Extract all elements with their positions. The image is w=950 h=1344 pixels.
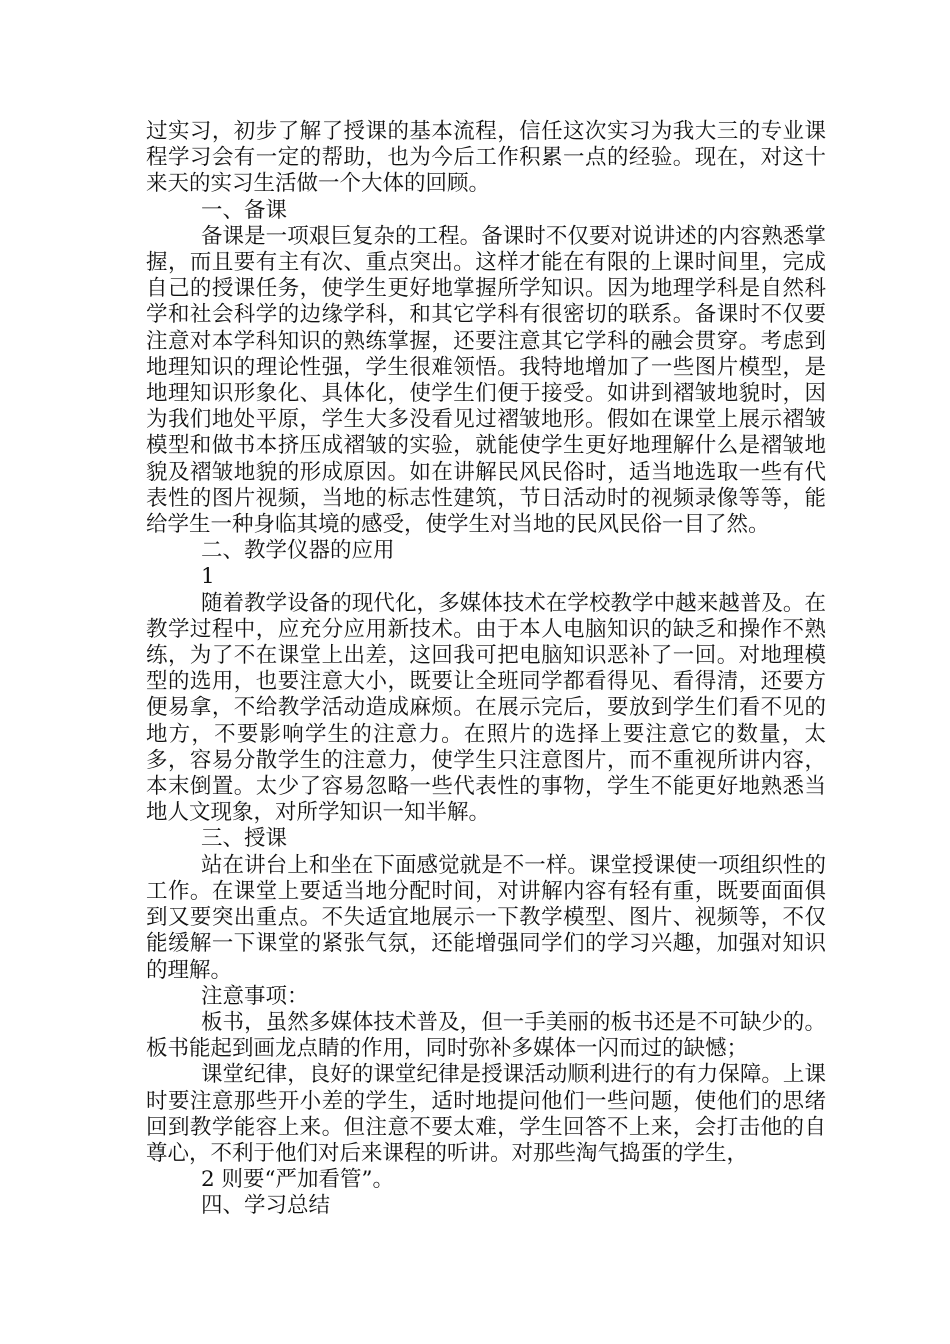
- section-heading-summary: 四、学习总结: [201, 1193, 331, 1219]
- notes-heading: 注意事项：: [201, 983, 309, 1009]
- teaching-paragraph: 站在讲台上和坐在下面感觉就是不一样。课堂授课使一项组织性的工作。在课堂上要适当地分配时间，对讲解内容有轻有重，既要面面俱到又要突出重点。不失适宜地展示一下教学模型、图片、视频等，不仅能缓解一下课堂的紧张气氛，还能增强同学们的学习兴趣，加强对知识的理解。: [146, 852, 826, 983]
- instruments-paragraph: 随着教学设备的现代化，多媒体技术在学校教学中越来越普及。在教学过程中，应充分应用新技术。由于本人电脑知识的缺乏和操作不熟练，为了不在课堂上出差，这回我可把电脑知识恶补了一回。对地理模型的选用，也要注意大小，既要让全班同学都看得见、看得清，还要方便易拿，不给教学活动造成麻烦。在展示完后，要放到学生们看不见的地方，不要影响学生的注意力。在照片的选择上要注意它的数量，太多，容易分散学生的注意力，使学生只注意图片，而不重视所讲内容，本末倒置。太少了容易忽略一些代表性的事物，学生不能更好地熟悉当地人文现象，对所学知识一知半解。: [146, 590, 826, 826]
- notes-blackboard-paragraph: 板书，虽然多媒体技术普及，但一手美丽的板书还是不可缺少的。板书能起到画龙点睛的作用，同时弥补多媒体一闪而过的缺憾；: [146, 1009, 826, 1062]
- preparation-paragraph: 备课是一项艰巨复杂的工程。备课时不仅要对说讲述的内容熟悉掌握，而且要有主有次、重点突出。这样才能在有限的上课时间里，完成自己的授课任务，使学生更好地掌握所学知识。因为地理学科是自然科学和社会科学的边缘学科，和其它学科有很密切的联系。备课时不仅要注意对本学科知识的熟练掌握，还要注意其它学科的融会贯穿。考虑到地理知识的理论性强，学生很难领悟。我特地增加了一些图片模型，是地理知识形象化、具体化，使学生们便于接受。如讲到褶皱地貌时，因为我们地处平原，学生大多没看见过褶皱地形。假如在课堂上展示褶皱模型和做书本挤压成褶皱的实验，就能使学生更好地理解什么是褶皱地貌及褶皱地貌的形成原因。如在讲解民风民俗时，适当地选取一些有代表性的图片视频，当地的标志性建筑，节日活动时的视频录像等等，能给学生一种身临其境的感受，使学生对当地的民风民俗一目了然。: [146, 223, 826, 538]
- section-heading-teaching: 三、授课: [201, 826, 288, 852]
- intro-paragraph: 过实习，初步了解了授课的基本流程，信任这次实习为我大三的专业课程学习会有一定的帮助，也为今后工作积累一点的经验。现在，对这十来天的实习生活做一个大体的回顾。: [146, 119, 826, 197]
- page-number: 1: [201, 564, 215, 590]
- document-body: [146, 119, 826, 1220]
- notes-discipline-paragraph: 课堂纪律，良好的课堂纪律是授课活动顺利进行的有力保障。上课时要注意那些开小差的学生，适时地提问他们一些问题，使他们的思绪回到教学能容上来。但注意不要太难，学生回答不上来，会打击他的自尊心，不利于他们对后来课程的听讲。对那些淘气捣蛋的学生，: [146, 1062, 826, 1166]
- page-number-line: 2 则要“严加看管”。: [201, 1167, 394, 1193]
- section-heading-instruments: 二、教学仪器的应用: [201, 538, 395, 564]
- section-heading-preparation: 一、备课: [201, 197, 288, 223]
